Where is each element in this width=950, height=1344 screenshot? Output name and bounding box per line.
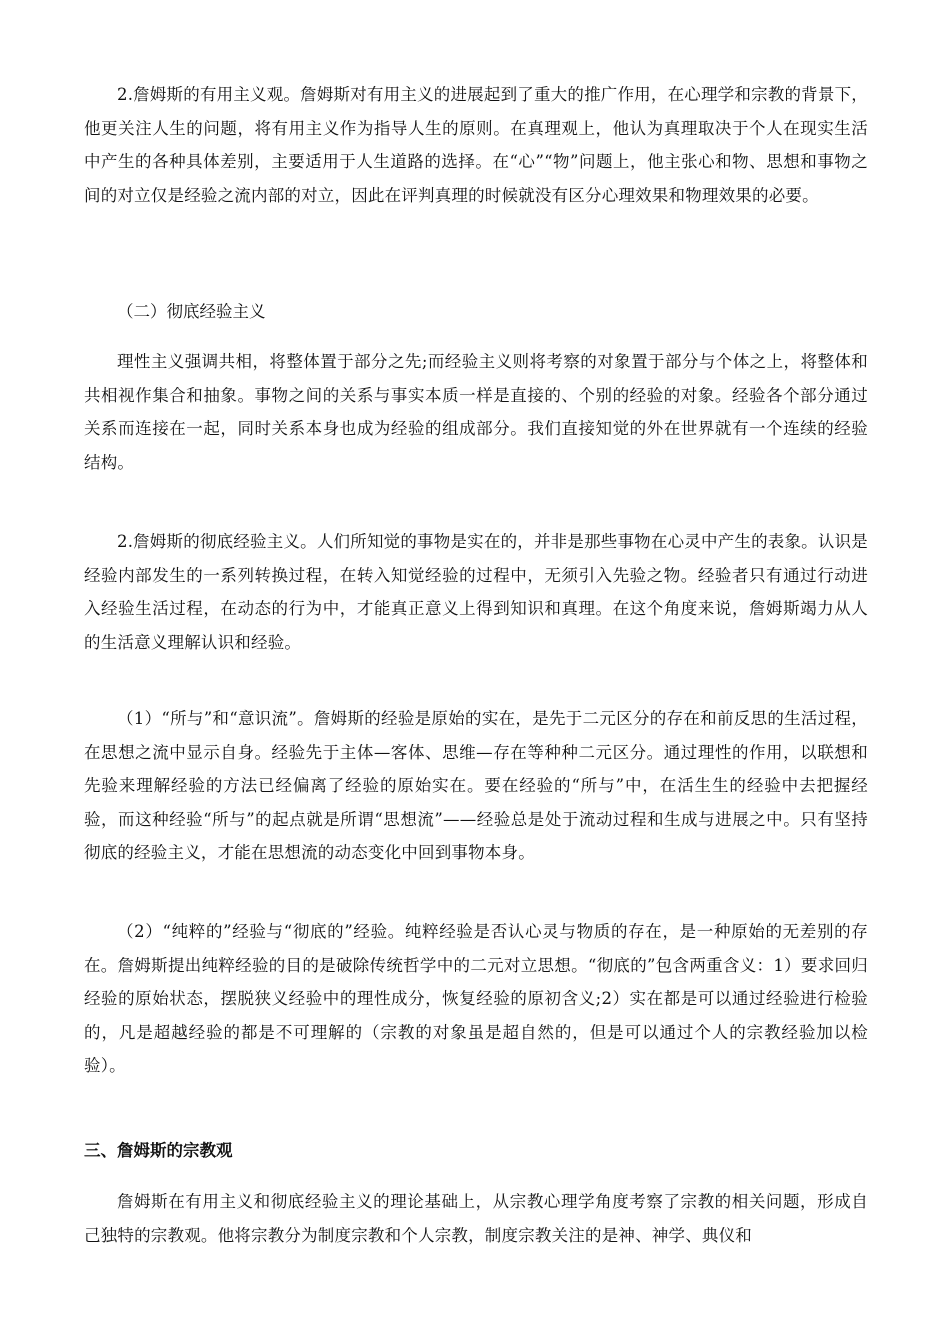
paragraph-given-and-stream-of-consciousness: （1）“所与”和“意识流”。詹姆斯的经验是原始的实在，是先于二元区分的存在和前反思的生活过程，在思想之流中显示自身。经验先于主体—客体、思维—存在等种种二元区分。通过理性的作用，以联想和先验来理解经验的方法已经偏离了经验的原始实在。要在经验的“所与”中，在活生生的经验中去把握经验，而这种经验“所与”的起点就是所谓“思想流”——经验总是处于流动过程和生成与进展之中。只有坚持彻底的经验主义，才能在思想流的动态变化中回到事物本身。 [84, 709, 868, 862]
paragraph-pure-and-radical-experience: （2）“纯粹的”经验与“彻底的”经验。纯粹经验是否认心灵与物质的存在，是一种原始的无差别的存在。詹姆斯提出纯粹经验的目的是破除传统哲学中的二元对立思想。“彻底的”包含两重含义：1）要求回归经验的原始状态，摆脱狭义经验中的理性成分，恢复经验的原初含义;2）实在都是可以通过经验进行检验的，凡是超越经验的都是不可理解的（宗教的对象虽是超自然的，但是可以通过个人的宗教经验加以检验）。 [84, 922, 868, 1075]
paragraph-james-radical-empiricism: 2.詹姆斯的彻底经验主义。人们所知觉的事物是实在的，并非是那些事物在心灵中产生的表象。认识是经验内部发生的一系列转换过程，在转入知觉经验的过程中，无须引入先验之物。经验者只有通过行动进入经验生活过程，在动态的行为中，才能真正意义上得到知识和真理。在这个角度来说，詹姆斯竭力从人的生活意义理解认识和经验。 [84, 532, 868, 652]
section-subheading-radical-empiricism: （二）彻底经验主义 [117, 302, 266, 321]
paragraph-pragmatism-view: 2.詹姆斯的有用主义观。詹姆斯对有用主义的进展起到了重大的推广作用，在心理学和宗教的背景下，他更关注人生的问题，将有用主义作为指导人生的原则。在真理观上，他认为真理取决于个人在现实生活中产生的各种具体差别，主要适用于人生道路的选择。在“心”“物”问题上，他主张心和物、思想和事物之间的对立仅是经验之流内部的对立，因此在评判真理的时候就没有区分心理效果和物理效果的必要。 [84, 85, 868, 205]
paragraph-religious-view: 詹姆斯在有用主义和彻底经验主义的理论基础上，从宗教心理学角度考察了宗教的相关问题，形成自己独特的宗教观。他将宗教分为制度宗教和个人宗教，制度宗教关注的是神、神学、典仪和 [84, 1192, 868, 1245]
section-heading-religious-view: 三、詹姆斯的宗教观 [84, 1141, 233, 1160]
paragraph-rationalism-vs-empiricism: 理性主义强调共相，将整体置于部分之先;而经验主义则将考察的对象置于部分与个体之上，将整体和共相视作集合和抽象。事物之间的关系与事实本质一样是直接的、个别的经验的对象。经验各个部分通过关系而连接在一起，同时关系本身也成为经验的组成部分。我们直接知觉的外在世界就有一个连续的经验结构。 [84, 352, 868, 472]
